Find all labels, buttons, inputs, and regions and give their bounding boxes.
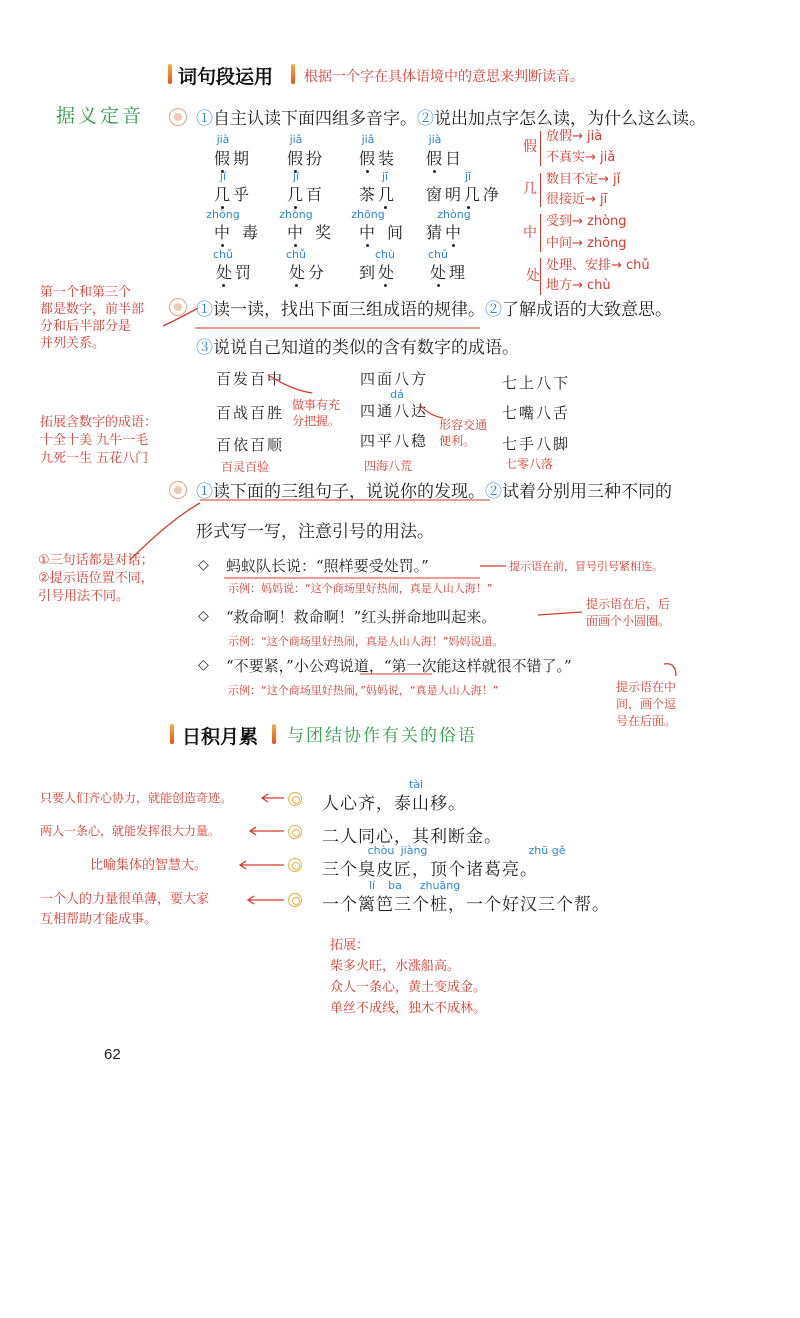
sentence-example: 示例：“这个商场里好热闹，真是人山人海！”妈妈说道。 (228, 635, 504, 648)
note-char: 中 (523, 225, 537, 241)
word: 处理 (430, 263, 469, 282)
pinyin: zhuāng (419, 879, 461, 892)
note-line: 拓展含数字的成语： (40, 415, 158, 430)
pinyin: chù (375, 248, 395, 261)
idiom-extension: 百灵百验 (221, 460, 270, 474)
word: 猜中 (426, 223, 465, 242)
pinyin: zhōng (351, 208, 385, 221)
diamond-bullet-icon: ◇ (198, 657, 209, 673)
pinyin: jià (428, 133, 442, 146)
word: 几百 (287, 185, 326, 204)
idiom: 七手八脚 (502, 435, 571, 453)
note-line: 地方→ chù (546, 278, 611, 293)
note-line: 第一个和第三个 (40, 285, 132, 300)
q-text: 读下面的三组句子，说说你的发现。 (213, 482, 485, 502)
note-line: 九死一生 五花八门 (40, 451, 149, 466)
word: 几乎 (214, 185, 253, 204)
note-line: 处理、安排→ chǔ (546, 258, 650, 273)
word: 处罚 (216, 263, 255, 282)
proverb: 人心齐，泰山移。 (322, 794, 466, 814)
word: 假装 (359, 149, 398, 168)
note-line: 分把握。 (292, 414, 341, 428)
note-line: ①三句话都是对话； (38, 553, 154, 568)
pinyin: jiǎ (289, 133, 303, 146)
word: 假扮 (287, 149, 326, 168)
note-line: 引号用法不同。 (38, 589, 130, 604)
arrow-line (130, 503, 200, 560)
proverb-arrows (0, 780, 300, 910)
diamond-bullet-icon: ◇ (198, 608, 209, 624)
q-text: 说出加点字怎么读，为什么这么读。 (434, 109, 706, 129)
note-char: 假 (523, 139, 537, 155)
sentence: “不要紧，”小公鸡说道，“第一次能这样就很不错了。” (226, 657, 572, 675)
pinyin: jiàng (400, 844, 428, 857)
idiom: 百发百中 (216, 370, 285, 388)
proverb: 二人同心，其利断金。 (322, 827, 502, 847)
note-line: 放假→ jià (546, 129, 603, 144)
side-label: 据义定音 (56, 105, 145, 127)
section-note: 根据一个字在具体语境中的意思来判断读音。 (304, 69, 584, 85)
q-text: 了解成语的大致意思。 (502, 300, 672, 320)
section-note: 与团结协作有关的俗语 (287, 726, 477, 746)
pinyin: chǔ (428, 248, 448, 261)
pinyin: jǐ (292, 170, 300, 183)
idiom: 四通八达 (360, 402, 429, 420)
q-text: 读一读，找出下面三组成语的规律。 (213, 300, 485, 320)
idiom: 百战百胜 (216, 404, 285, 422)
note-line: 都是数字，前半部 (40, 302, 145, 317)
note-char: 几 (523, 181, 537, 197)
word: 茶几 (359, 185, 398, 204)
q-num: ② (485, 300, 502, 320)
note-line: 做事有充 (292, 398, 341, 412)
arrow-line (268, 375, 312, 393)
note-line: 提示语在中 (616, 680, 677, 694)
pinyin: jiǎ (361, 133, 375, 146)
note-line: 分和后半部分是 (40, 319, 132, 334)
note-line: 十全十美 九牛一毛 (40, 433, 149, 448)
note-line: 受到→ zhòng (546, 214, 627, 229)
idiom-extension: 四海八荒 (364, 459, 413, 473)
q-num: ① (196, 109, 213, 129)
diamond-bullet-icon: ◇ (198, 557, 209, 573)
note-line: 号在后面。 (616, 714, 677, 728)
note-line: 间，画个逗 (616, 697, 677, 711)
note-line: 很接近→ jī (546, 192, 608, 207)
note-line: 面画个小圆圈。 (586, 614, 671, 628)
q-num: ① (196, 300, 213, 320)
note-line: ②提示语位置不同， (38, 571, 154, 586)
pinyin: lí (368, 879, 376, 892)
pinyin: zhòng (206, 208, 240, 221)
arrow-line (420, 405, 443, 418)
proverb-note: 比喻集体的智慧大。 (90, 858, 208, 873)
extension-title: 拓展： (330, 938, 370, 953)
q-text: 试着分别用三种不同的 (502, 482, 672, 502)
extension-line: 柴多火旺，水涨船高。 (330, 959, 461, 974)
note-line: 不真实→ jiǎ (546, 150, 616, 165)
section-title: 日积月累 (182, 726, 259, 748)
idiom: 四平八稳 (360, 432, 429, 450)
word: 窗明几净 (426, 185, 503, 204)
word: 到处 (359, 263, 398, 282)
section-title: 词句段运用 (178, 66, 274, 88)
idiom: 百依百顺 (216, 436, 285, 454)
word: 中毒 (214, 223, 271, 242)
pinyin: jǐ (219, 170, 227, 183)
extension-block (330, 935, 486, 1019)
pinyin: zhū gě (528, 844, 566, 857)
note-line: 互相帮助才能成事。 (40, 912, 158, 927)
note-line: 一个人的力量很单薄，要大家 (40, 892, 210, 907)
sentence-example: 示例：“这个商场里好热闹，”妈妈说，“真是人山人海！” (228, 684, 499, 697)
pinyin: ba (388, 879, 402, 892)
extension-line: 众人一条心，黄土变成金。 (330, 980, 487, 995)
pinyin: chǔ (213, 248, 233, 261)
sentence: “救命啊！救命啊！”红头拼命地叫起来。 (226, 608, 497, 626)
pinyin: chòu (367, 844, 395, 857)
header-bar-decoration (272, 724, 276, 744)
note-line: 提示语在后，后 (586, 597, 671, 611)
idiom: 四面八方 (360, 370, 429, 388)
pinyin: dá (390, 388, 404, 401)
sentence-example: 示例：妈妈说：“这个商场里好热闹，真是人山人海！” (228, 582, 493, 595)
word: 中间 (359, 223, 416, 242)
q-num: ② (485, 482, 502, 502)
arrow-line (163, 308, 198, 326)
pinyin: tài (408, 778, 424, 791)
pinyin: jià (216, 133, 230, 146)
proverb-note: 只要人们齐心协力，就能创造奇迹。 (40, 791, 233, 805)
pinyin: zhòng (279, 208, 313, 221)
question-3-line2: 形式写一写，注意引号的用法。 (196, 522, 434, 542)
q-text: 说说自己知道的类似的含有数字的成语。 (213, 338, 519, 358)
proverb: 三个臭皮匠，顶个诸葛亮。 (322, 860, 538, 880)
header-bar-decoration (170, 724, 174, 744)
note-line: 中间→ zhōng (546, 236, 627, 251)
note-line: 并列关系。 (40, 336, 106, 351)
sentence-note: 提示语在前，冒号引号紧相连。 (509, 560, 663, 573)
idiom: 七上八下 (502, 374, 571, 392)
q-num: ② (417, 109, 434, 129)
q-num: ③ (196, 338, 213, 358)
proverb: 一个篱笆三个桩，一个好汉三个帮。 (322, 895, 610, 915)
page-number: 62 (104, 1046, 121, 1063)
word: 假期 (214, 149, 253, 168)
sentence: 蚂蚁队长说：“照样要受处罚。” (226, 557, 429, 575)
pinyin: chǔ (286, 248, 306, 261)
note-line: 便利。 (439, 434, 476, 448)
idiom-extension: 七零八落 (505, 457, 554, 471)
idiom: 七嘴八舌 (502, 404, 571, 422)
pinyin: jī (464, 170, 472, 183)
proverb-note: 两人一条心，就能发挥很大力量。 (40, 824, 221, 838)
word: 假日 (426, 149, 465, 168)
q-num: ① (196, 482, 213, 502)
word: 处分 (289, 263, 328, 282)
note-line: 数目不定→ jǐ (546, 172, 621, 187)
extension-line: 单丝不成线，独木不成林。 (330, 1001, 487, 1016)
note-char: 处 (526, 268, 540, 284)
note-line: 形容交通 (439, 418, 488, 432)
q-text: 自主认读下面四组多音字。 (213, 109, 417, 129)
pinyin: jī (381, 170, 389, 183)
pinyin: zhòng (437, 208, 471, 221)
word: 中奖 (287, 223, 344, 242)
